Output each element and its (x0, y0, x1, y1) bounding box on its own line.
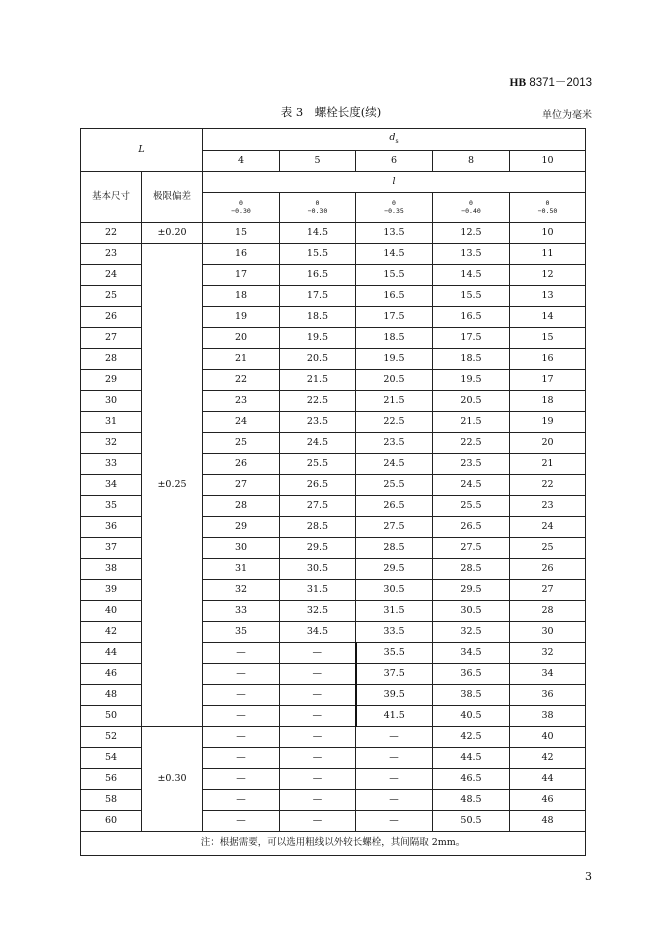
length-cell: — (203, 685, 280, 706)
length-cell: 42.5 (433, 727, 510, 748)
length-cell: 11 (510, 244, 586, 265)
length-cell: 17.5 (433, 328, 510, 349)
length-cell: 28 (510, 601, 586, 622)
base-size-cell: 50 (81, 706, 142, 727)
length-cell: — (203, 748, 280, 769)
base-size-cell: 48 (81, 685, 142, 706)
standard-number (510, 74, 593, 90)
table-caption: 表 3 螺栓长度(续) (280, 105, 382, 119)
length-cell: 21 (203, 349, 280, 370)
length-cell: 16 (510, 349, 586, 370)
length-cell: 40 (510, 727, 586, 748)
length-cell: — (203, 727, 280, 748)
base-size-cell: 28 (81, 349, 142, 370)
length-cell: 35.5 (356, 643, 433, 664)
length-cell: 26.5 (433, 517, 510, 538)
l-tolerance-cell (280, 193, 356, 223)
standard-prefix: HB (509, 77, 527, 89)
length-cell: 24.5 (356, 454, 433, 475)
length-cell: 30 (203, 538, 280, 559)
table-row (81, 727, 586, 748)
length-cell: 21 (510, 454, 586, 475)
base-size-cell: 34 (81, 475, 142, 496)
length-cell: 15 (510, 328, 586, 349)
length-cell: — (356, 748, 433, 769)
length-cell: 17 (510, 370, 586, 391)
table-row (81, 244, 586, 265)
length-cell: 20.5 (433, 391, 510, 412)
length-cell: 18 (203, 286, 280, 307)
length-cell: 48.5 (433, 790, 510, 811)
length-cell: — (356, 727, 433, 748)
table-row (81, 223, 586, 244)
length-cell: 25 (510, 538, 586, 559)
length-cell: 44 (510, 769, 586, 790)
length-cell: 14.5 (356, 244, 433, 265)
d-value-5: 5 (280, 151, 356, 172)
length-cell: — (280, 685, 356, 706)
base-size-cell: 31 (81, 412, 142, 433)
base-size-header: 基本尺寸 (81, 172, 142, 223)
length-cell: 25.5 (280, 454, 356, 475)
length-cell: 21.5 (433, 412, 510, 433)
length-cell: — (203, 811, 280, 832)
length-cell: — (280, 727, 356, 748)
length-cell: 48 (510, 811, 586, 832)
length-cell: 36.5 (433, 664, 510, 685)
length-cell: 15 (203, 223, 280, 244)
length-cell: — (280, 769, 356, 790)
length-cell: 20.5 (280, 349, 356, 370)
length-cell: — (280, 748, 356, 769)
length-cell: 23 (510, 496, 586, 517)
length-cell: 31.5 (280, 580, 356, 601)
length-cell: 39.5 (356, 685, 433, 706)
length-cell: 30 (510, 622, 586, 643)
length-cell: 46 (510, 790, 586, 811)
base-size-cell: 24 (81, 265, 142, 286)
length-cell: 35 (203, 622, 280, 643)
bolt-length-table (80, 128, 586, 856)
tolerance-upper: 0 (392, 199, 396, 208)
tolerance-header: 极限偏差 (142, 172, 203, 223)
L-header: L (81, 129, 203, 172)
base-size-cell: 30 (81, 391, 142, 412)
tolerance-lower: −0.50 (537, 206, 558, 215)
base-size-cell: 56 (81, 769, 142, 790)
length-cell: 29.5 (433, 580, 510, 601)
tolerance-upper: 0 (239, 199, 243, 208)
length-cell: 15.5 (280, 244, 356, 265)
length-cell: 28.5 (280, 517, 356, 538)
length-cell: 20.5 (356, 370, 433, 391)
base-size-cell: 26 (81, 307, 142, 328)
length-cell: 32 (510, 643, 586, 664)
length-cell: 21.5 (280, 370, 356, 391)
base-size-cell: 23 (81, 244, 142, 265)
base-size-cell: 39 (81, 580, 142, 601)
length-cell: 13.5 (433, 244, 510, 265)
length-cell: 28.5 (356, 538, 433, 559)
length-cell: 22.5 (356, 412, 433, 433)
length-cell: 26.5 (356, 496, 433, 517)
length-cell: 12.5 (433, 223, 510, 244)
tolerance-lower: −0.35 (384, 206, 404, 215)
length-cell: 19.5 (356, 349, 433, 370)
length-cell: 16.5 (356, 286, 433, 307)
l-tolerance-cell (510, 193, 586, 223)
d-value-10: 10 (510, 151, 586, 172)
length-cell: 29.5 (280, 538, 356, 559)
tolerance-lower: −0.40 (461, 206, 481, 215)
length-cell: 50.5 (433, 811, 510, 832)
length-cell: 34 (510, 664, 586, 685)
length-cell: 37.5 (356, 664, 433, 685)
length-cell: 24 (510, 517, 586, 538)
length-cell: 23.5 (280, 412, 356, 433)
length-cell: — (356, 769, 433, 790)
length-cell: — (203, 790, 280, 811)
length-cell: 27 (510, 580, 586, 601)
length-cell: 29.5 (356, 559, 433, 580)
length-cell: 16.5 (433, 307, 510, 328)
length-cell: 23.5 (356, 433, 433, 454)
l-tolerance-cell (203, 193, 280, 223)
length-cell: 32 (203, 580, 280, 601)
base-size-cell: 35 (81, 496, 142, 517)
length-cell: — (203, 706, 280, 727)
length-cell: 22.5 (280, 391, 356, 412)
length-cell: 22.5 (433, 433, 510, 454)
length-cell: 19.5 (280, 328, 356, 349)
length-cell: 27.5 (356, 517, 433, 538)
length-cell: 32.5 (280, 601, 356, 622)
length-cell: 18.5 (433, 349, 510, 370)
length-cell: 17.5 (280, 286, 356, 307)
base-size-cell: 37 (81, 538, 142, 559)
length-cell: 30.5 (433, 601, 510, 622)
l-tolerance-cell (356, 193, 433, 223)
length-cell: 44.5 (433, 748, 510, 769)
d-value-6: 6 (356, 151, 433, 172)
length-cell: 21.5 (356, 391, 433, 412)
page-number: 3 (585, 870, 592, 883)
tolerance-upper: 0 (315, 199, 320, 208)
length-cell: 14 (510, 307, 586, 328)
base-size-cell: 60 (81, 811, 142, 832)
d-value-4: 4 (203, 151, 280, 172)
length-cell: 36 (510, 685, 586, 706)
length-cell: 15.5 (433, 286, 510, 307)
length-cell: 19.5 (433, 370, 510, 391)
tolerance-upper: 0 (545, 199, 550, 208)
tolerance-lower: −0.30 (231, 206, 251, 215)
length-cell: — (280, 790, 356, 811)
length-cell: 26 (510, 559, 586, 580)
length-cell: 27 (203, 475, 280, 496)
length-cell: 19 (510, 412, 586, 433)
d-value-8: 8 (433, 151, 510, 172)
length-cell: 17.5 (356, 307, 433, 328)
length-cell: 25.5 (433, 496, 510, 517)
standard-code: 8371－2013 (526, 77, 592, 89)
unit-note: 单位为毫米 (542, 110, 592, 121)
length-cell: 28.5 (433, 559, 510, 580)
length-cell: — (356, 811, 433, 832)
table-note: 注：根据需要，可以选用粗线以外较长螺栓，其间隔取 2mm。 (81, 832, 586, 856)
length-cell: 34.5 (280, 622, 356, 643)
length-cell: — (280, 643, 356, 664)
length-cell: 18 (510, 391, 586, 412)
length-cell: 31.5 (356, 601, 433, 622)
tolerance-upper: 0 (469, 199, 473, 208)
length-cell: 18.5 (280, 307, 356, 328)
length-cell: 19 (203, 307, 280, 328)
base-size-cell: 25 (81, 286, 142, 307)
length-cell: 16 (203, 244, 280, 265)
length-cell: 23.5 (433, 454, 510, 475)
length-cell: — (356, 790, 433, 811)
base-size-cell: 32 (81, 433, 142, 454)
base-size-cell: 52 (81, 727, 142, 748)
length-cell: 20 (203, 328, 280, 349)
base-size-cell: 22 (81, 223, 142, 244)
length-cell: 28 (203, 496, 280, 517)
length-cell: 27.5 (280, 496, 356, 517)
length-cell: 33.5 (356, 622, 433, 643)
base-size-cell: 44 (81, 643, 142, 664)
length-cell: 18.5 (356, 328, 433, 349)
length-cell: — (280, 664, 356, 685)
length-cell: 38 (510, 706, 586, 727)
length-cell: 25.5 (356, 475, 433, 496)
length-cell: 23 (203, 391, 280, 412)
length-cell: 31 (203, 559, 280, 580)
length-cell: 30.5 (280, 559, 356, 580)
base-size-cell: 29 (81, 370, 142, 391)
length-cell: 15.5 (356, 265, 433, 286)
d-header: $d_s$ (203, 129, 586, 151)
length-cell: 24 (203, 412, 280, 433)
length-cell: — (203, 769, 280, 790)
length-cell: 38.5 (433, 685, 510, 706)
length-cell: 40.5 (433, 706, 510, 727)
length-cell: 13.5 (356, 223, 433, 244)
length-cell: 32.5 (433, 622, 510, 643)
base-size-cell: 46 (81, 664, 142, 685)
base-size-cell: 42 (81, 622, 142, 643)
length-cell: 29 (203, 517, 280, 538)
tolerance-group-cell: ±0.20 (142, 223, 203, 244)
tolerance-lower: −0.30 (307, 206, 328, 215)
l-tolerance-cell (433, 193, 510, 223)
tolerance-group-cell: ±0.30 (142, 727, 203, 832)
base-size-cell: 27 (81, 328, 142, 349)
length-cell: — (203, 643, 280, 664)
base-size-cell: 40 (81, 601, 142, 622)
length-cell: 10 (510, 223, 586, 244)
tolerance-group-cell: ±0.25 (142, 244, 203, 727)
length-cell: 30.5 (356, 580, 433, 601)
length-cell: 16.5 (280, 265, 356, 286)
length-cell: 46.5 (433, 769, 510, 790)
length-cell: 22 (203, 370, 280, 391)
length-cell: 27.5 (433, 538, 510, 559)
length-cell: 24.5 (280, 433, 356, 454)
base-size-cell: 54 (81, 748, 142, 769)
length-cell: 22 (510, 475, 586, 496)
base-size-cell: 38 (81, 559, 142, 580)
length-cell: 13 (510, 286, 586, 307)
base-size-cell: 33 (81, 454, 142, 475)
length-cell: 26.5 (280, 475, 356, 496)
length-cell: 12 (510, 265, 586, 286)
length-cell: — (280, 811, 356, 832)
length-cell: 17 (203, 265, 280, 286)
length-cell: — (280, 706, 356, 727)
length-cell: 20 (510, 433, 586, 454)
length-cell: 33 (203, 601, 280, 622)
length-cell: 42 (510, 748, 586, 769)
base-size-cell: 36 (81, 517, 142, 538)
length-cell: — (203, 664, 280, 685)
base-size-cell: 58 (81, 790, 142, 811)
l-header: l (203, 172, 586, 193)
length-cell: 24.5 (433, 475, 510, 496)
length-cell: 14.5 (280, 223, 356, 244)
length-cell: 25 (203, 433, 280, 454)
length-cell: 26 (203, 454, 280, 475)
length-cell: 34.5 (433, 643, 510, 664)
length-cell: 14.5 (433, 265, 510, 286)
length-cell: 41.5 (356, 706, 433, 727)
